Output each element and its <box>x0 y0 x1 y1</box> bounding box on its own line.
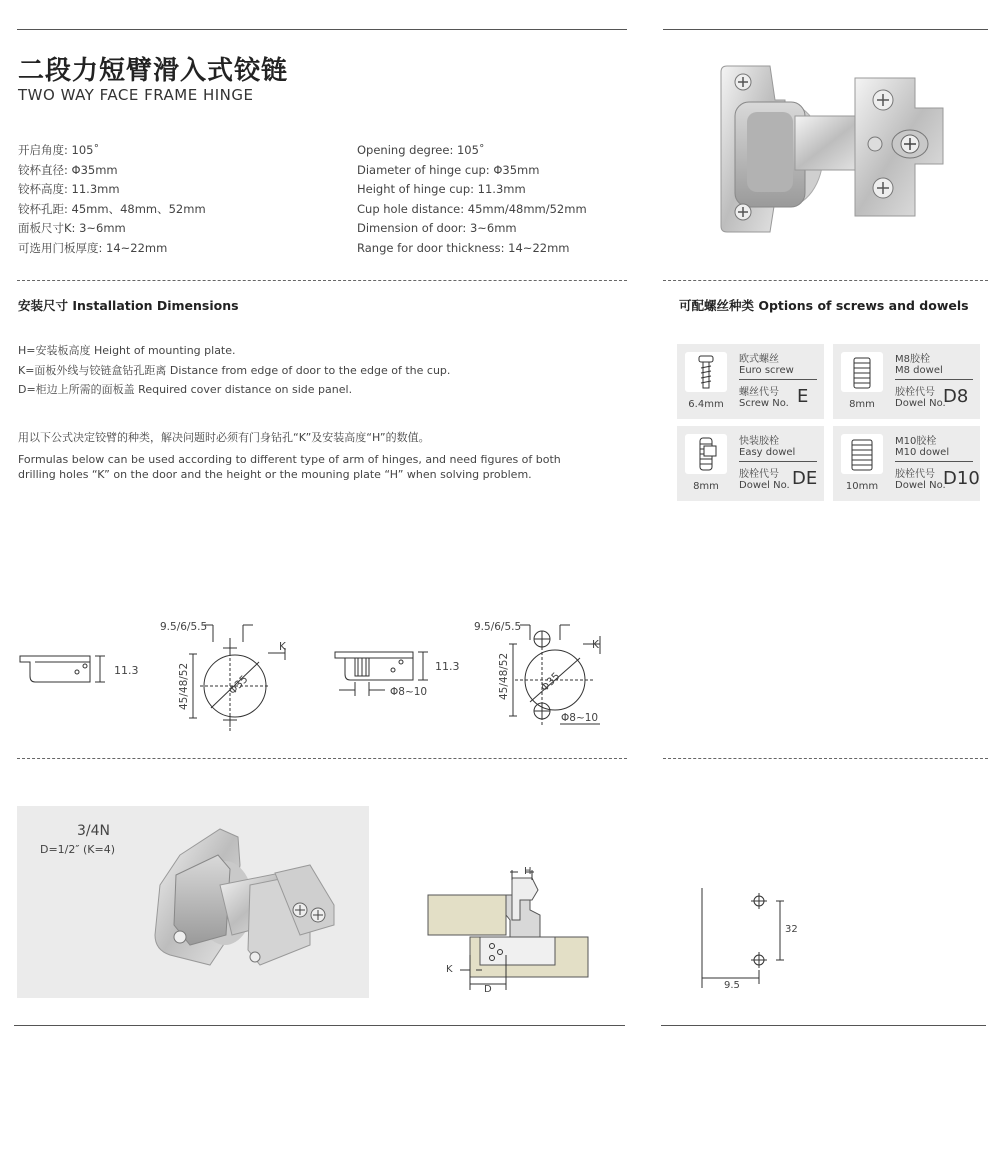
formula-en <box>18 452 561 482</box>
spec-cn-line: 铰杯直径: Φ35mm <box>18 162 118 177</box>
spec-cn-line: 面板尺寸K: 3~6mm <box>18 221 126 235</box>
screw-code-label-cn: 胶栓代号 <box>895 469 935 480</box>
plate-dim-vertical: 32 <box>785 924 798 935</box>
spec-cn-line: 开启角度: 105˚ <box>18 143 100 157</box>
plate-dim-horizontal: 9.5 <box>724 980 740 991</box>
dim-dowel-cup-height: 11.3 <box>435 660 460 673</box>
screw-code: E <box>797 386 809 407</box>
screw-code-label-en: Dowel No. <box>739 480 790 491</box>
overlay-label: 3/4N <box>77 823 111 839</box>
spec-cn-line: 铰杯孔距: 45mm、48mm、52mm <box>18 201 206 216</box>
screw-code: D8 <box>943 386 969 407</box>
screw-name-cn: 快装胶栓 <box>739 436 779 447</box>
plate-drilling-drawing <box>690 885 810 995</box>
screws-title: 可配螺丝种类 Options of screws and dowels <box>679 298 969 313</box>
spec-en-line: Opening degree: 105˚ <box>357 143 485 157</box>
spec-en-line: Range for door thickness: 14~22mm <box>357 240 570 255</box>
screw-card-euro <box>677 344 824 419</box>
screw-code-label-en: Dowel No. <box>895 398 946 409</box>
screw-code-label-en: Screw No. <box>739 398 789 409</box>
screw-name-en: M8 dowel <box>895 365 943 376</box>
dim-k-2: K <box>592 639 599 651</box>
page-title-en: TWO WAY FACE FRAME HINGE <box>18 86 254 104</box>
dim-top-offset: 9.5/6/5.5 <box>160 621 208 633</box>
screw-size: 8mm <box>693 481 719 492</box>
dim-k: K <box>279 641 286 653</box>
m10-dowel-icon <box>841 434 883 474</box>
formula-en-line: drilling holes “K” on the door and the height or the mouning plate “H” when solving problem. <box>18 468 532 481</box>
screw-name-en: Euro screw <box>739 365 794 376</box>
screw-code: D10 <box>943 468 980 489</box>
spec-en-line: Cup hole distance: 45mm/48mm/52mm <box>357 201 587 216</box>
dim-cup-diameter-2: Φ35 <box>538 670 563 695</box>
overlay-sub: D=1/2″ (K=4) <box>40 843 116 856</box>
section-k: K <box>446 964 453 975</box>
easy-dowel-icon <box>685 434 727 474</box>
formula-cn: 用以下公式决定铰臂的种类，解决问题时必须有门身钻孔“K”及安装高度“H”的数值。 <box>18 431 430 444</box>
screw-size: 6.4mm <box>688 399 724 410</box>
specs-en <box>357 141 587 258</box>
spec-cn-line: 铰杯高度: 11.3mm <box>18 182 120 196</box>
legend-line: K=面板外线与铰链盒钻孔距离 Distance from edge of door to the edge of the cup. <box>18 363 451 377</box>
dim-top-offset-2: 9.5/6/5.5 <box>474 621 522 633</box>
dim-hole-distance: 45/48/52 <box>178 662 190 710</box>
formula-en-line: Formulas below can be used according to different type of arm of hinges, and need figures of both <box>18 453 561 466</box>
screw-card-easy <box>677 426 824 501</box>
screw-code-label-cn: 螺丝代号 <box>739 387 779 398</box>
screw-code-label-en: Dowel No. <box>895 480 946 491</box>
screw-name-cn: M8胶栓 <box>895 354 930 365</box>
spec-en-line: Height of hinge cup: 11.3mm <box>357 182 526 196</box>
cup-profile-drawing <box>20 656 105 682</box>
dim-dowel-diameter-2: Φ8~10 <box>561 712 599 724</box>
screw-size: 10mm <box>845 481 879 492</box>
hinge-product-angle <box>150 825 340 980</box>
specs-cn <box>18 141 206 258</box>
cross-section-drawing <box>420 860 600 1000</box>
dim-cup-height: 11.3 <box>114 664 139 677</box>
legend-line: D=柜边上所需的面板盖 Required cover distance on side panel. <box>18 383 353 396</box>
dim-dowel-diameter: Φ8~10 <box>390 686 428 698</box>
screw-name-cn: M10胶栓 <box>895 436 937 447</box>
screw-size: 8mm <box>849 399 875 410</box>
page-title-cn: 二段力短臂滑入式铰链 <box>18 56 289 86</box>
euro-screw-icon <box>685 352 727 392</box>
technical-drawings <box>15 610 615 735</box>
screw-code: DE <box>792 468 818 489</box>
section-h: H <box>524 866 532 877</box>
hinge-product-image <box>715 60 950 240</box>
screw-code-label-cn: 胶栓代号 <box>739 469 779 480</box>
m8-dowel-icon <box>841 352 883 392</box>
spec-en-line: Dimension of door: 3~6mm <box>357 221 517 235</box>
dim-cup-diameter: Φ35 <box>226 673 251 698</box>
install-legend <box>18 341 450 400</box>
screw-code-label-cn: 胶栓代号 <box>895 387 935 398</box>
screw-name-en: Easy dowel <box>739 447 796 458</box>
screw-card-m8 <box>833 344 980 419</box>
spec-cn-line: 可选用门板厚度: 14~22mm <box>18 240 168 255</box>
screw-card-m10 <box>833 426 980 501</box>
installation-title: 安装尺寸 Installation Dimensions <box>18 298 239 313</box>
spec-en-line: Diameter of hinge cup: Φ35mm <box>357 162 540 177</box>
screw-name-cn: 欧式螺丝 <box>739 354 779 365</box>
section-d: D <box>484 984 492 995</box>
legend-line: H=安装板高度 Height of mounting plate. <box>18 344 236 357</box>
screw-name-en: M10 dowel <box>895 447 950 458</box>
screw-icon-box <box>685 352 727 392</box>
dim-hole-distance-2: 45/48/52 <box>498 652 510 700</box>
